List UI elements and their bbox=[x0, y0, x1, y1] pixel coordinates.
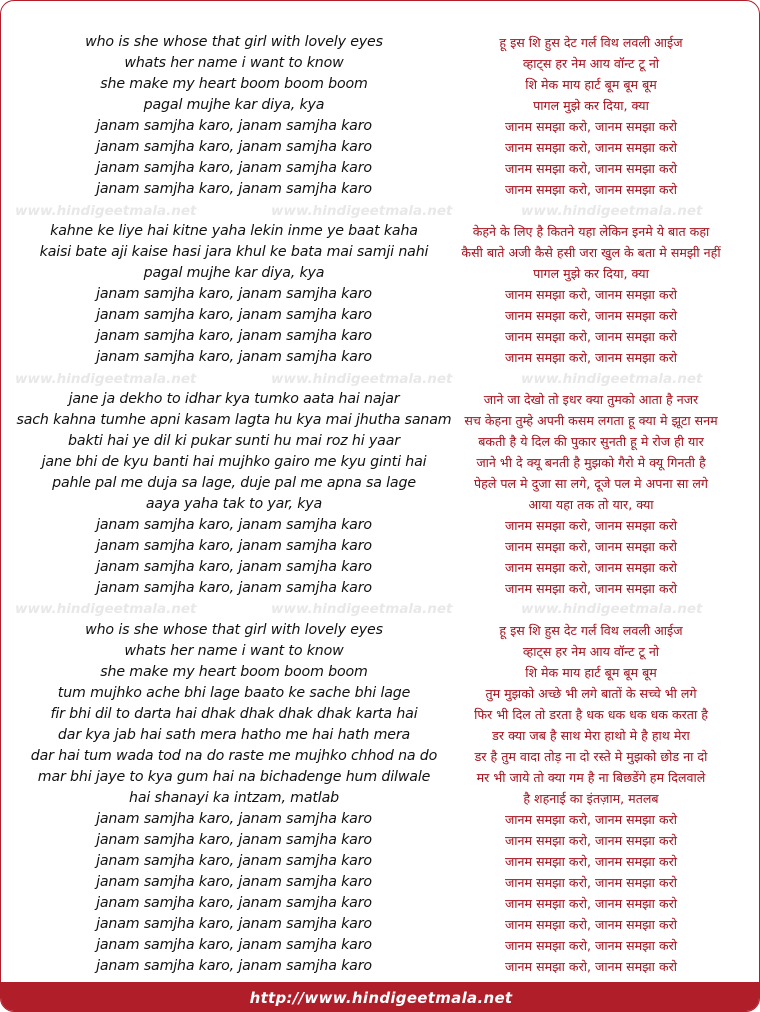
lyric-hindi: जानम समझा करो, जानम समझा करो bbox=[504, 308, 678, 323]
watermark-text: www.hindigeetmala.net bbox=[271, 371, 453, 387]
lyric-english: aaya yaha tak to yar, kya bbox=[145, 496, 323, 512]
lyric-hindi: जानम समझा करो, जानम समझा करो bbox=[504, 854, 678, 869]
watermark-text: www.hindigeetmala.net bbox=[521, 371, 703, 387]
lyric-line bbox=[1, 53, 760, 74]
lyric-english: jane ja dekho to idhar kya tumko aata hai najar bbox=[68, 391, 400, 407]
watermark-text: www.hindigeetmala.net bbox=[271, 203, 453, 219]
footer-url-link[interactable]: http://www.hindigeetmala.net bbox=[249, 988, 513, 1007]
lyric-hindi: जानम समझा करो, जानम समझा करो bbox=[504, 140, 678, 155]
lyric-hindi: जानम समझा करो, जानम समझा करो bbox=[504, 119, 678, 134]
watermark-text: www.hindigeetmala.net bbox=[271, 601, 453, 617]
lyric-english: janam samjha karo, janam samjha karo bbox=[96, 874, 372, 890]
lyric-line bbox=[1, 74, 760, 95]
lyric-english: janam samjha karo, janam samjha karo bbox=[96, 580, 372, 596]
lyric-hindi: जानम समझा करो, जानम समझा करो bbox=[504, 182, 678, 197]
lyric-line bbox=[1, 662, 760, 683]
lyric-line bbox=[1, 788, 760, 809]
lyric-line bbox=[1, 326, 760, 347]
lyric-hindi: जानम समझा करो, जानम समझा करो bbox=[504, 518, 678, 533]
lyric-english: who is she whose that girl with lovely eyes bbox=[85, 34, 383, 50]
lyric-line bbox=[1, 158, 760, 179]
lyric-english: whats her name i want to know bbox=[124, 643, 344, 659]
lyric-english: janam samjha karo, janam samjha karo bbox=[96, 286, 372, 302]
lyric-line bbox=[1, 473, 760, 494]
lyric-english: janam samjha karo, janam samjha karo bbox=[96, 958, 372, 974]
lyric-hindi: पागल मुझे कर दिया, क्या bbox=[533, 266, 649, 281]
lyric-line bbox=[1, 515, 760, 536]
lyric-english: sach kahna tumhe apni kasam lagta hu kya mai jhutha sanam bbox=[16, 412, 452, 428]
lyric-hindi: व्हाट्स हर नेम आय वॉन्ट टू नो bbox=[522, 644, 660, 659]
lyric-line bbox=[1, 137, 760, 158]
lyric-hindi: फिर भी दिल तो डरता है धक धक धक धक करता है bbox=[474, 707, 708, 722]
lyric-english: janam samjha karo, janam samjha karo bbox=[96, 328, 372, 344]
footer-bar bbox=[1, 982, 760, 1012]
lyric-hindi: डर है तुम वादा तोड़ ना दो रस्ते मे मुझको छोड ना दो bbox=[474, 749, 708, 764]
lyric-english: who is she whose that girl with lovely eyes bbox=[85, 622, 383, 638]
lyric-line bbox=[1, 830, 760, 851]
watermark-text: www.hindigeetmala.net bbox=[521, 601, 703, 617]
lyric-hindi: बकती है ये दिल की पुकार सुनती हू मे रोज ही यार bbox=[478, 434, 704, 449]
lyric-hindi: जानम समझा करो, जानम समझा करो bbox=[504, 161, 678, 176]
lyric-line bbox=[1, 452, 760, 473]
lyric-english: janam samjha karo, janam samjha karo bbox=[96, 916, 372, 932]
lyric-english: janam samjha karo, janam samjha karo bbox=[96, 538, 372, 554]
lyric-line bbox=[1, 725, 760, 746]
lyric-line bbox=[1, 305, 760, 326]
lyric-line bbox=[1, 242, 760, 263]
watermark-row bbox=[1, 369, 760, 389]
lyric-line bbox=[1, 410, 760, 431]
lyric-line bbox=[1, 767, 760, 788]
lyric-english: mar bhi jaye to kya gum hai na bichadenge hum dilwale bbox=[37, 769, 431, 785]
lyric-english: bakti hai ye dil ki pukar sunti hu mai roz hi yaar bbox=[68, 433, 400, 449]
lyric-english: dar kya jab hai sath mera hatho me hai hath mera bbox=[57, 727, 411, 743]
lyric-line bbox=[1, 221, 760, 242]
lyric-english: janam samjha karo, janam samjha karo bbox=[96, 181, 372, 197]
lyric-hindi: जानम समझा करो, जानम समझा करो bbox=[504, 350, 678, 365]
lyric-english: pagal mujhe kar diya, kya bbox=[143, 97, 325, 113]
lyric-line bbox=[1, 914, 760, 935]
lyric-english: she make my heart boom boom boom bbox=[100, 664, 368, 680]
lyric-hindi: शि मेक माय हार्ट बूम बूम बूम bbox=[525, 665, 657, 680]
lyric-line bbox=[1, 389, 760, 410]
lyric-english: fir bhi dil to darta hai dhak dhak dhak dhak karta hai bbox=[50, 706, 418, 722]
lyric-hindi: जानम समझा करो, जानम समझा करो bbox=[504, 875, 678, 890]
lyric-hindi: जानम समझा करो, जानम समझा करो bbox=[504, 812, 678, 827]
lyric-hindi: तुम मुझको अच्छे भी लगे बातों के सच्चे भी लगे bbox=[485, 686, 697, 701]
lyric-english: whats her name i want to know bbox=[124, 55, 344, 71]
lyric-hindi: केहने के लिए है कितने यहा लेकिन इनमे ये बात कहा bbox=[472, 224, 710, 239]
lyric-english: janam samjha karo, janam samjha karo bbox=[96, 853, 372, 869]
lyric-english: janam samjha karo, janam samjha karo bbox=[96, 559, 372, 575]
lyric-line bbox=[1, 431, 760, 452]
lyric-english: janam samjha karo, janam samjha karo bbox=[96, 895, 372, 911]
lyric-english: she make my heart boom boom boom bbox=[100, 76, 368, 92]
lyric-line bbox=[1, 935, 760, 956]
lyric-english: jane bhi de kyu banti hai mujhko gairo me kyu ginti hai bbox=[41, 454, 427, 470]
lyric-hindi: जानम समझा करो, जानम समझा करो bbox=[504, 581, 678, 596]
lyric-line bbox=[1, 641, 760, 662]
lyric-hindi: है शहनाई का इंतज़ाम, मतलब bbox=[523, 791, 659, 806]
lyric-english: janam samjha karo, janam samjha karo bbox=[96, 811, 372, 827]
lyric-hindi: जानम समझा करो, जानम समझा करो bbox=[504, 329, 678, 344]
lyric-english: janam samjha karo, janam samjha karo bbox=[96, 517, 372, 533]
lyric-english: janam samjha karo, janam samjha karo bbox=[96, 937, 372, 953]
lyric-hindi: जाने भी दे क्यू बनती है मुझको गैरो मे क्यू गिनती है bbox=[476, 455, 706, 470]
lyric-english: kaisi bate aji kaise hasi jara khul ke bata mai samji nahi bbox=[39, 244, 429, 260]
lyric-hindi: पेहले पल मे दुजा सा लगे, दूजे पल मे अपना सा लगे bbox=[473, 476, 709, 491]
lyric-line bbox=[1, 683, 760, 704]
lyric-english: janam samjha karo, janam samjha karo bbox=[96, 160, 372, 176]
watermark-text: www.hindigeetmala.net bbox=[15, 371, 197, 387]
lyric-line bbox=[1, 578, 760, 599]
lyric-line bbox=[1, 494, 760, 515]
lyric-hindi: कैसी बाते अजी कैसे हसी जरा खुल के बता मे समझी नहीं bbox=[461, 245, 721, 260]
lyric-line bbox=[1, 893, 760, 914]
lyric-hindi: जानम समझा करो, जानम समझा करो bbox=[504, 896, 678, 911]
lyric-line bbox=[1, 347, 760, 368]
lyric-hindi: जाने जा देखो तो इधर क्या तुमको आता है नजर bbox=[483, 392, 699, 407]
lyric-hindi: पागल मुझे कर दिया, क्या bbox=[533, 98, 649, 113]
lyric-hindi: जानम समझा करो, जानम समझा करो bbox=[504, 539, 678, 554]
lyric-english: kahne ke liye hai kitne yaha lekin inme ye baat kaha bbox=[50, 223, 418, 239]
lyric-hindi: व्हाट्स हर नेम आय वॉन्ट टू नो bbox=[522, 56, 660, 71]
lyric-english: janam samjha karo, janam samjha karo bbox=[96, 349, 372, 365]
lyric-line bbox=[1, 557, 760, 578]
lyric-english: janam samjha karo, janam samjha karo bbox=[96, 139, 372, 155]
watermark-row bbox=[1, 201, 760, 221]
lyric-english: pagal mujhe kar diya, kya bbox=[143, 265, 325, 281]
lyric-hindi: जानम समझा करो, जानम समझा करो bbox=[504, 833, 678, 848]
lyric-english: tum mujhko ache bhi lage baato ke sache bhi lage bbox=[57, 685, 411, 701]
lyric-hindi: जानम समझा करो, जानम समझा करो bbox=[504, 938, 678, 953]
lyric-line bbox=[1, 809, 760, 830]
lyric-line bbox=[1, 620, 760, 641]
lyric-hindi: जानम समझा करो, जानम समझा करो bbox=[504, 959, 678, 974]
lyric-hindi: हू इस शि हुस देट गर्ल विथ लवली आईज bbox=[499, 35, 683, 50]
lyric-hindi: आया यहा तक तो यार, क्या bbox=[528, 497, 654, 512]
watermark-row bbox=[1, 599, 760, 619]
lyric-hindi: डर क्या जब है साथ मेरा हाथो मे है हाथ मेरा bbox=[492, 728, 690, 743]
lyric-english: dar hai tum wada tod na do raste me mujhko chhod na do bbox=[30, 748, 438, 764]
lyrics-body bbox=[1, 1, 760, 981]
lyric-hindi: शि मेक माय हार्ट बूम बूम बूम bbox=[525, 77, 657, 92]
lyric-line bbox=[1, 956, 760, 977]
lyric-line bbox=[1, 704, 760, 725]
lyric-english: janam samjha karo, janam samjha karo bbox=[96, 832, 372, 848]
lyric-line bbox=[1, 284, 760, 305]
lyric-hindi: जानम समझा करो, जानम समझा करो bbox=[504, 917, 678, 932]
lyric-line bbox=[1, 179, 760, 200]
lyric-line bbox=[1, 851, 760, 872]
lyric-line bbox=[1, 32, 760, 53]
lyric-english: janam samjha karo, janam samjha karo bbox=[96, 307, 372, 323]
lyric-line bbox=[1, 95, 760, 116]
watermark-text: www.hindigeetmala.net bbox=[15, 203, 197, 219]
lyric-line bbox=[1, 116, 760, 137]
watermark-text: www.hindigeetmala.net bbox=[15, 601, 197, 617]
lyric-hindi: मर भी जाये तो क्या गम है ना बिछडेंगे हम दिलवाले bbox=[476, 770, 706, 785]
lyric-english: hai shanayi ka intzam, matlab bbox=[128, 790, 339, 806]
lyric-hindi: हू इस शि हुस देट गर्ल विथ लवली आईज bbox=[499, 623, 683, 638]
lyric-english: janam samjha karo, janam samjha karo bbox=[96, 118, 372, 134]
lyric-hindi: जानम समझा करो, जानम समझा करो bbox=[504, 287, 678, 302]
watermark-text: www.hindigeetmala.net bbox=[521, 203, 703, 219]
lyric-hindi: सच केहना तुम्हे अपनी कसम लगता हू क्या मे झूटा सनम bbox=[464, 413, 718, 428]
lyric-line bbox=[1, 872, 760, 893]
lyric-line bbox=[1, 263, 760, 284]
lyric-line bbox=[1, 746, 760, 767]
lyric-hindi: जानम समझा करो, जानम समझा करो bbox=[504, 560, 678, 575]
lyric-line bbox=[1, 536, 760, 557]
lyric-english: pahle pal me duja sa lage, duje pal me apna sa lage bbox=[52, 475, 416, 491]
